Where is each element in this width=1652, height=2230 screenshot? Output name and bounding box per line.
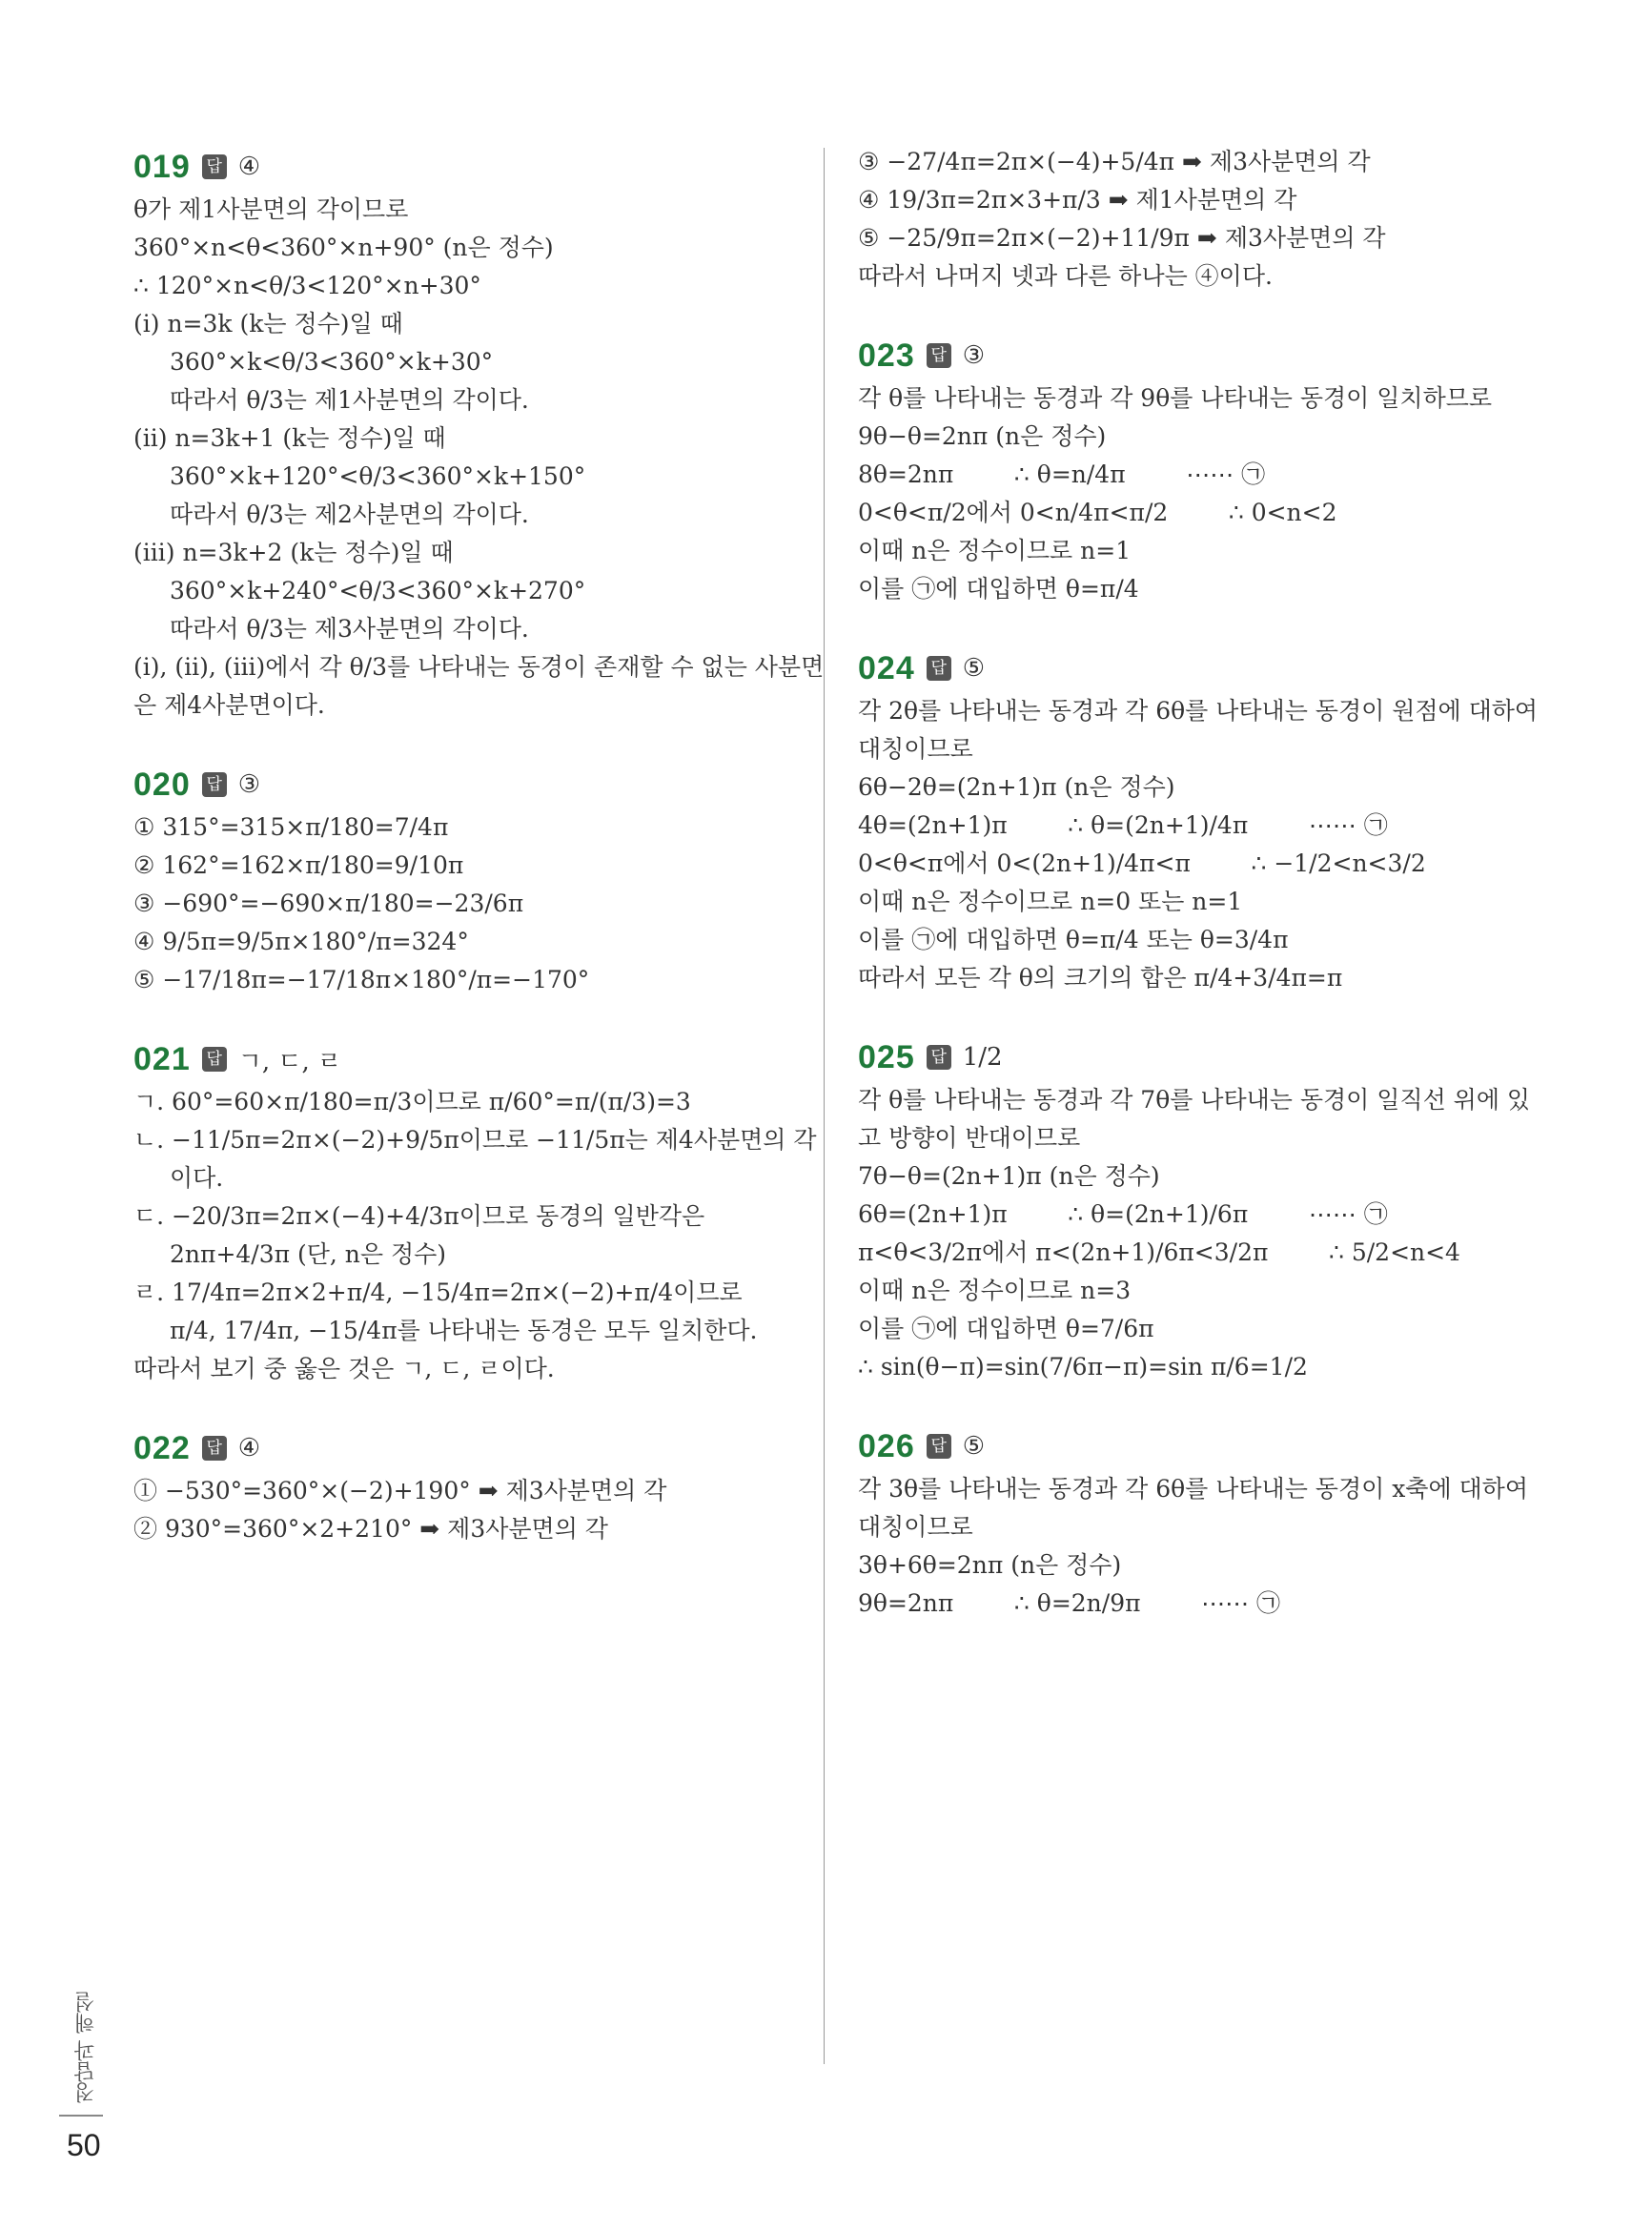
solution-line: 4θ=(2n+1)π ∴ θ=(2n+1)/4π ⋯⋯ ㉠ — [858, 811, 1388, 839]
solution-line: ⑤ −17/18π=−17/18π×180°/π=−170° — [133, 966, 590, 993]
solution-line: 따라서 모든 각 θ의 크기의 합은 π/4+3/4π=π — [858, 964, 1343, 992]
solution-line: 따라서 θ/3는 제2사분면의 각이다. — [170, 501, 529, 528]
problem-block — [858, 143, 1525, 296]
solution-line: 7θ−θ=(2n+1)π (n은 정수) — [858, 1162, 1160, 1190]
solution-line: 따라서 나머지 넷과 다른 하나는 ④이다. — [858, 262, 1273, 290]
solution-line: 2nπ+4/3π (단, n은 정수) — [170, 1240, 447, 1268]
solution-line: 이를 ㉠에 대입하면 θ=π/4 또는 θ=3/4π — [858, 926, 1289, 953]
solution-line: ㄹ. 17/4π=2π×2+π/4, −15/4π=2π×(−2)+π/4이므로 — [133, 1279, 743, 1306]
problem-block — [858, 644, 1539, 997]
solution-line: 이를 ㉠에 대입하면 θ=7/6π — [858, 1315, 1154, 1342]
answer-value: ⑤ — [962, 654, 986, 683]
problem-number: 021 — [133, 1040, 191, 1077]
solution-line: (ⅱ) n=3k+1 (k는 정수)일 때 — [133, 424, 446, 452]
solution-line: 6θ=(2n+1)π ∴ θ=(2n+1)/6π ⋯⋯ ㉠ — [858, 1200, 1388, 1228]
solution-line: (ⅰ) n=3k (k는 정수)일 때 — [133, 310, 403, 338]
problem-block — [133, 761, 801, 999]
problem-block — [858, 1033, 1531, 1386]
solution-line: ③ −690°=−690×π/180=−23/6π — [133, 890, 524, 917]
solution-line: 대칭이므로 — [858, 1513, 973, 1541]
problem-block — [858, 332, 1525, 608]
solution-line: 9θ=2nπ ∴ θ=2n/9π ⋯⋯ ㉠ — [858, 1589, 1281, 1617]
solution-line: ∴ sin(θ−π)=sin(7/6π−π)=sin π/6=1/2 — [858, 1353, 1308, 1381]
problem-block — [858, 1422, 1528, 1623]
problem-header — [133, 1035, 801, 1083]
solution-line: 따라서 θ/3는 제1사분면의 각이다. — [170, 386, 529, 414]
solution-line: θ가 제1사분면의 각이므로 — [133, 195, 409, 223]
column-divider — [824, 148, 825, 2064]
solution-line: 360°×n<θ<360°×n+90° (n은 정수) — [133, 234, 554, 261]
solution-line: 360°×k+120°<θ/3<360°×k+150° — [170, 462, 586, 490]
solution-line: 8θ=2nπ ∴ θ=n/4π ⋯⋯ ㉠ — [858, 460, 1266, 488]
answer-badge-icon: 답 — [927, 656, 951, 681]
solution-line: 0<θ<π/2에서 0<n/4π<π/2 ∴ 0<n<2 — [858, 499, 1337, 526]
solution-line: 따라서 보기 중 옳은 것은 ㄱ, ㄷ, ㄹ이다. — [133, 1355, 555, 1382]
answer-value: ③ — [962, 341, 986, 370]
problem-number: 019 — [133, 148, 191, 185]
answer-badge-icon: 답 — [202, 772, 227, 797]
solution-line: 이때 n은 정수이므로 n=3 — [858, 1277, 1132, 1304]
solution-line: 3θ+6θ=2nπ (n은 정수) — [858, 1551, 1122, 1579]
side-section-label: 정답과 해설 — [73, 1992, 98, 2103]
answer-badge-icon: 답 — [202, 1047, 227, 1072]
answer-value: ㄱ, ㄷ, ㄹ — [237, 1047, 342, 1076]
solution-line: ㄴ. −11/5π=2π×(−2)+9/5π이므로 −11/5π는 제4사분면의 각 — [133, 1126, 817, 1154]
solution-line: 대칭이므로 — [858, 735, 973, 763]
solution-line: ② 162°=162×π/180=9/10π — [133, 851, 464, 879]
answer-badge-icon: 답 — [202, 154, 227, 179]
problem-number: 025 — [858, 1038, 915, 1075]
solution-line: 360°×k<θ/3<360°×k+30° — [170, 348, 494, 376]
problem-number: 022 — [133, 1429, 191, 1466]
solution-line: 따라서 θ/3는 제3사분면의 각이다. — [170, 615, 529, 643]
solution-line: 각 θ를 나타내는 동경과 각 7θ를 나타내는 동경이 일직선 위에 있 — [858, 1086, 1531, 1114]
answer-badge-icon: 답 — [927, 1045, 951, 1070]
solution-line: (ⅰ), (ⅱ), (ⅲ)에서 각 θ/3를 나타내는 동경이 존재할 수 없는 사분면 — [133, 653, 825, 681]
solution-line: 360°×k+240°<θ/3<360°×k+270° — [170, 577, 586, 604]
solution-line: (ⅲ) n=3k+2 (k는 정수)일 때 — [133, 539, 454, 566]
solution-line: ③ −27/4π=2π×(−4)+5/4π ➡ 제3사분면의 각 — [858, 148, 1371, 175]
solution-line: 각 2θ를 나타내는 동경과 각 6θ를 나타내는 동경이 원점에 대하여 — [858, 697, 1539, 725]
solution-line: 각 3θ를 나타내는 동경과 각 6θ를 나타내는 동경이 x축에 대하여 — [858, 1475, 1528, 1503]
solution-line: ∴ 120°×n<θ/3<120°×n+30° — [133, 272, 481, 299]
answer-badge-icon: 답 — [202, 1436, 227, 1461]
solution-line: ㄷ. −20/3π=2π×(−4)+4/3π이므로 동경의 일반각은 — [133, 1202, 705, 1230]
answer-badge-icon: 답 — [927, 343, 951, 368]
problem-header — [858, 1422, 1525, 1470]
solution-line: 이때 n은 정수이므로 n=0 또는 n=1 — [858, 888, 1243, 915]
solution-line: 각 θ를 나타내는 동경과 각 9θ를 나타내는 동경이 일치하므로 — [858, 384, 1493, 412]
solution-line: 0<θ<π에서 0<(2n+1)/4π<π ∴ −1/2<n<3/2 — [858, 849, 1426, 877]
side-section-tab — [57, 1983, 114, 2112]
problem-header — [133, 143, 801, 191]
solution-line: π/4, 17/4π, −15/4π를 나타내는 동경은 모두 일치한다. — [170, 1317, 758, 1344]
solution-line: ① −530°=360°×(−2)+190° ➡ 제3사분면의 각 — [133, 1477, 667, 1504]
problem-header — [858, 644, 1525, 692]
problem-header — [133, 761, 801, 808]
solution-line: ④ 9/5π=9/5π×180°/π=324° — [133, 928, 469, 955]
solution-line: ① 315°=315×π/180=7/4π — [133, 813, 449, 841]
solution-line: ㄱ. 60°=60×π/180=π/3이므로 π/60°=π/(π/3)=3 — [133, 1088, 691, 1115]
problem-number: 020 — [133, 766, 191, 803]
solution-line: ④ 19/3π=2π×3+π/3 ➡ 제1사분면의 각 — [858, 186, 1297, 214]
problem-header — [858, 332, 1525, 379]
answer-value: 1/2 — [962, 1043, 1003, 1072]
problem-number: 024 — [858, 649, 915, 686]
problem-number: 023 — [858, 337, 915, 374]
problem-block — [133, 1035, 817, 1388]
answer-value: ③ — [237, 770, 261, 799]
side-rule — [59, 2115, 103, 2117]
solution-line: 6θ−2θ=(2n+1)π (n은 정수) — [858, 773, 1175, 801]
solution-line: π<θ<3/2π에서 π<(2n+1)/6π<3/2π ∴ 5/2<n<4 — [858, 1238, 1460, 1266]
problem-header — [133, 1424, 801, 1472]
solution-line: 이를 ㉠에 대입하면 θ=π/4 — [858, 575, 1139, 603]
answer-value: ④ — [237, 153, 261, 181]
solution-line: 9θ−θ=2nπ (n은 정수) — [858, 422, 1107, 450]
solution-line: ⑤ −25/9π=2π×(−2)+11/9π ➡ 제3사분면의 각 — [858, 224, 1386, 252]
solution-line: 이때 n은 정수이므로 n=1 — [858, 537, 1132, 564]
solution-line: 고 방향이 반대이므로 — [858, 1124, 1081, 1152]
problem-block — [133, 143, 825, 725]
problem-header — [858, 1033, 1525, 1081]
solution-line: ② 930°=360°×2+210° ➡ 제3사분면의 각 — [133, 1515, 608, 1543]
left-column — [133, 143, 825, 1585]
problem-block — [133, 1424, 801, 1548]
page-number: 50 — [67, 2128, 101, 2162]
answer-badge-icon: 답 — [927, 1434, 951, 1459]
answer-value: ④ — [237, 1434, 261, 1463]
right-column — [858, 143, 1539, 1659]
problem-number: 026 — [858, 1427, 915, 1464]
answer-value: ⑤ — [962, 1432, 986, 1461]
solution-line: 은 제4사분면이다. — [133, 691, 325, 719]
solution-line: 이다. — [170, 1164, 224, 1192]
